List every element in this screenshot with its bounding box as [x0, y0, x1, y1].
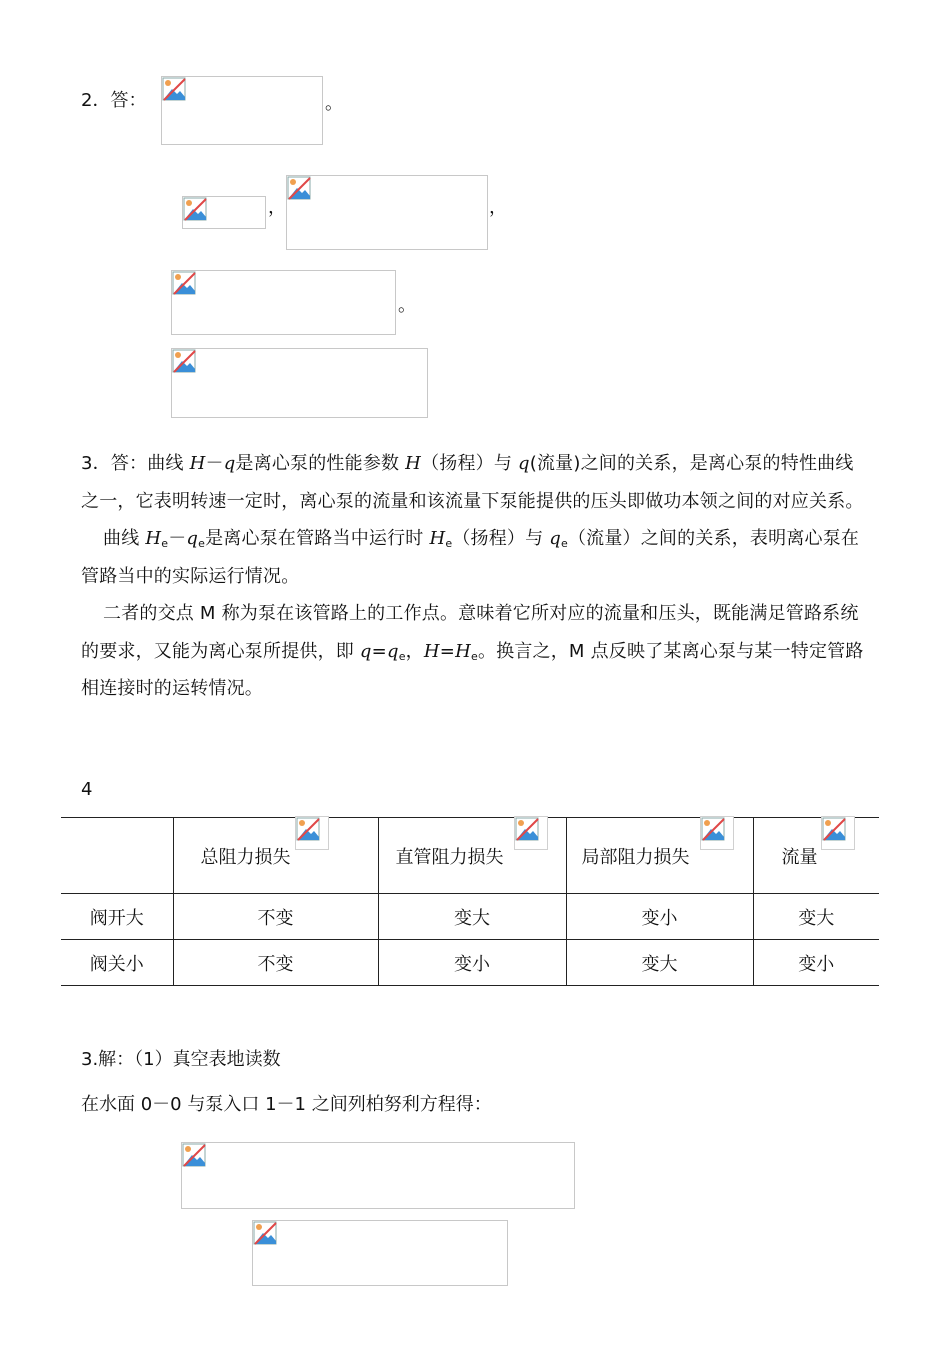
q2-period: 。 — [398, 295, 416, 316]
q2-label: 2．答： — [81, 90, 147, 111]
formula-image-placeholder — [252, 1220, 508, 1286]
q2-comma: ， — [489, 197, 507, 218]
table-header-cell — [61, 818, 173, 894]
table-row — [61, 940, 879, 986]
q2-comma: ， — [268, 197, 286, 218]
formula-image-placeholder — [161, 76, 323, 145]
broken-image-icon — [253, 1221, 279, 1247]
table-cell: 变小 — [566, 894, 753, 940]
broken-image-icon — [182, 1143, 208, 1169]
resistance-table — [61, 817, 879, 986]
broken-image-icon — [172, 349, 198, 375]
table-row — [61, 894, 879, 940]
q3-paragraph-3: 二者的交点 M 称为泵在该管路上的工作点。意味着它所对应的流量和压头，既能满足管路系统的要求，又能为离心泵所提供，即 $q=q_e$，$H=H_e$。换言之，M 点反映了某离心泵与某一特定管路相连接时的运转情况。 — [81, 603, 864, 699]
q3-paragraph-2: 曲线 $H_e-q_e$是离心泵在管路当中运行时 $H_e$（扬程）与 $q_e$（流量）之间的关系，表明离心泵在管路当中的实际运行情况。 — [81, 528, 860, 587]
formula-image-placeholder — [181, 1142, 575, 1209]
broken-image-icon — [514, 816, 548, 850]
broken-image-icon — [295, 816, 329, 850]
broken-image-icon — [162, 77, 188, 103]
table-header-row — [61, 818, 879, 894]
table-header-cell: 流量 — [753, 818, 879, 894]
solution-title: 3.解：（1）真空表地读数 — [81, 1049, 281, 1070]
broken-image-icon — [287, 176, 313, 202]
table-cell: 阀关小 — [61, 940, 173, 986]
q2-period: 。 — [325, 93, 343, 114]
q4-number: 4 — [81, 779, 93, 800]
table-cell: 不变 — [173, 940, 378, 986]
table-header-cell: 局部阻力损失 — [566, 818, 753, 894]
formula-image-placeholder — [171, 270, 396, 335]
table-cell: 变大 — [566, 940, 753, 986]
broken-image-icon — [821, 816, 855, 850]
broken-image-icon — [172, 271, 198, 297]
q3-answer — [81, 445, 871, 708]
broken-image-icon — [700, 816, 734, 850]
table-cell: 变小 — [753, 940, 879, 986]
solution-line: 在水面 0－0 与泵入口 1－1 之间列柏努利方程得： — [81, 1094, 492, 1115]
table-cell: 不变 — [173, 894, 378, 940]
table-header-cell: 直管阻力损失 — [378, 818, 566, 894]
table-cell: 变大 — [753, 894, 879, 940]
table-cell: 变小 — [378, 940, 566, 986]
table-cell: 阀开大 — [61, 894, 173, 940]
formula-image-placeholder — [286, 175, 488, 250]
broken-image-icon — [183, 197, 209, 223]
formula-image-placeholder — [182, 196, 266, 229]
formula-image-placeholder — [171, 348, 428, 418]
table-header-cell: 总阻力损失 — [173, 818, 378, 894]
table-cell: 变大 — [378, 894, 566, 940]
q3-paragraph-1: 3．答：曲线 H－q是离心泵的性能参数 H（扬程）与 q(流量)之间的关系，是离心泵的特性曲线之一，它表明转速一定时，离心泵的流量和该流量下泵能提供的压头即做功本领之间的对应关系。 — [81, 453, 864, 512]
